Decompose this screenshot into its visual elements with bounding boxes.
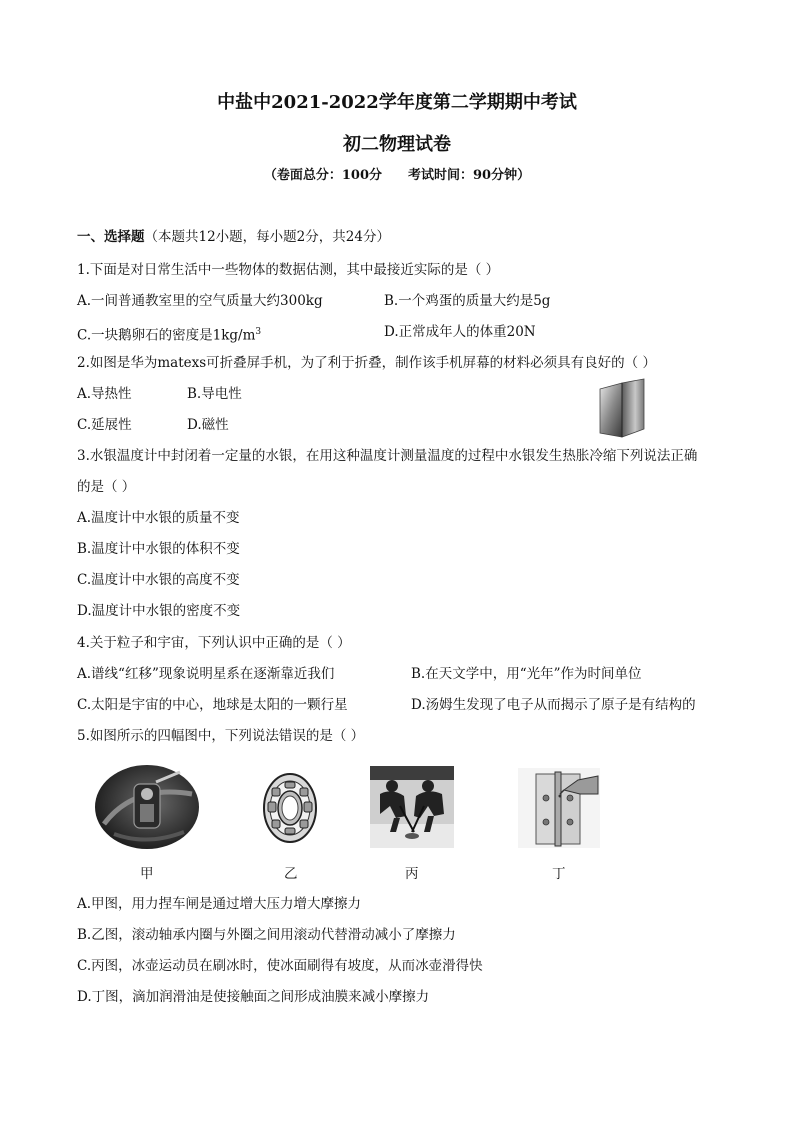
- foldable-phone-image: [596, 377, 648, 441]
- q2-option-c: C.延展性: [77, 417, 132, 433]
- q3-option-b: B.温度计中水银的体积不变: [77, 541, 240, 557]
- q2-option-d: D.磁性: [187, 417, 229, 433]
- q2-stem: 2.如图是华为matexs可折叠屏手机，为了利于折叠，制作该手机屏幕的材料必须具有良好的（ ）: [77, 355, 656, 371]
- fig-label-ding: 丁: [552, 866, 566, 882]
- q2-option-a: A.导热性: [77, 386, 132, 402]
- section-heading: [77, 228, 390, 246]
- q1-stem: 1.下面是对日常生活中一些物体的数据估测，其中最接近实际的是（ ）: [77, 262, 500, 278]
- q1-option-a: A.一间普通教室里的空气质量大约300kg: [77, 293, 323, 309]
- q5-stem: 5.如图所示的四幅图中，下列说法错误的是（ ）: [77, 728, 365, 744]
- q3-option-d: D.温度计中水银的密度不变: [77, 603, 241, 619]
- fig-label-jia: 甲: [140, 866, 154, 882]
- q3-option-c: C.温度计中水银的高度不变: [77, 572, 240, 588]
- q5-option-b: B.乙图，滚动轴承内圈与外圈之间用滚动代替滑动减小了摩擦力: [77, 927, 456, 943]
- q4-option-d: D.汤姆生发现了电子从而揭示了原子是有结构的: [411, 697, 696, 713]
- exam-subtitle: 初二物理试卷: [343, 134, 451, 155]
- q3-stem-line2: 的是（ ）: [77, 479, 136, 495]
- time-info: 考试时间：90分钟）: [408, 168, 531, 183]
- q4-option-b: B.在天文学中，用“光年”作为时间单位: [411, 666, 642, 682]
- q5-option-a: A.甲图，用力捏车闸是通过增大压力增大摩擦力: [77, 896, 362, 912]
- q3-stem-line1: 3.水银温度计中封闭着一定量的水银，在用这种温度计测量温度的过程中水银发生热胀冷缩下列说法正确: [77, 448, 698, 464]
- q4-stem: 4.关于粒子和宇宙，下列认识中正确的是（ ）: [77, 635, 351, 651]
- section-title: 一、选择题: [77, 229, 145, 245]
- section-note: （本题共12小题，每小题2分，共24分）: [144, 229, 390, 245]
- exam-info: [0, 164, 794, 183]
- fig-label-bing: 丙: [405, 866, 419, 882]
- q1-option-b: B.一个鸡蛋的质量大约是5g: [384, 293, 551, 309]
- q1-option-d: D.正常成年人的体重20N: [384, 324, 536, 340]
- q4-option-c: C.太阳是宇宙的中心，地球是太阳的一颗行星: [77, 697, 348, 713]
- score-info: （卷面总分：100分: [263, 168, 383, 183]
- curling-sweepers-image: [370, 766, 454, 848]
- exam-title: 中盐中2021-2022学年度第二学期期中考试: [217, 92, 577, 113]
- q5-option-c: C.丙图，冰壶运动员在刷冰时，使冰面刷得有坡度，从而冰壶滑得快: [77, 958, 483, 974]
- q3-option-a: A.温度计中水银的质量不变: [77, 510, 240, 526]
- q4-option-a: A.谱线“红移”现象说明星系在逐渐靠近我们: [77, 666, 335, 682]
- q2-option-b: B.导电性: [187, 386, 242, 402]
- q1-option-c-sup: 3: [255, 327, 262, 337]
- hinge-oiling-image: [518, 768, 600, 848]
- q1-option-c: [77, 323, 261, 345]
- bicycle-brake-image: [94, 764, 200, 850]
- q1-option-c-text: C.一块鹅卵石的密度是1kg/m: [77, 327, 256, 344]
- fig-label-yi: 乙: [284, 866, 298, 882]
- roller-bearing-image: [258, 770, 322, 846]
- q5-option-d: D.丁图，滴加润滑油是使接触面之间形成油膜来减小摩擦力: [77, 989, 430, 1005]
